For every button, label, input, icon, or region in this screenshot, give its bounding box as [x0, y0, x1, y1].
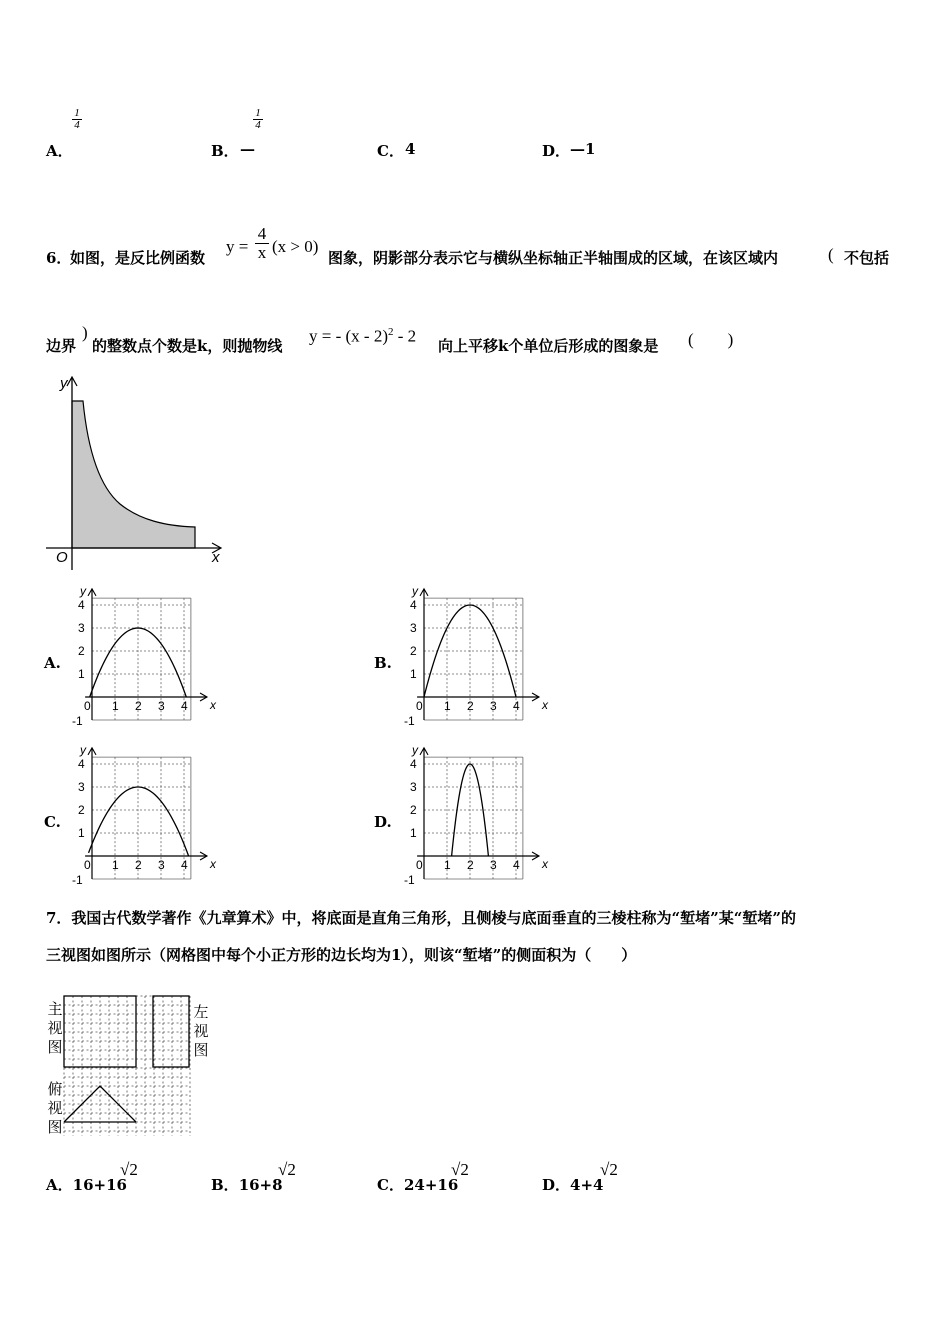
- q7-option-c-radical: √2: [451, 1160, 469, 1179]
- x-axis-label: x: [210, 698, 216, 712]
- x-tick-label: 4: [513, 858, 520, 872]
- parabola-part-a: y = - (x - 2): [309, 326, 388, 346]
- y-tick-label: 3: [78, 621, 85, 635]
- fraction-denominator: 4: [72, 119, 82, 131]
- x-axis-label: x: [212, 549, 220, 566]
- left-view-label: 左视图: [193, 1003, 209, 1059]
- q5-option-d-value: —1: [570, 140, 596, 158]
- q6-option-c[interactable]: [44, 741, 244, 891]
- q6-line2: [0, 318, 950, 358]
- parabola-exponent: 2: [387, 326, 394, 338]
- q7-option-b-radical: √2: [278, 1160, 296, 1179]
- fraction-numerator: 1: [74, 107, 80, 119]
- option-label: B．: [211, 1176, 239, 1194]
- main-view-label: 主视图: [47, 1000, 63, 1056]
- q6-option-b-label: B.: [374, 654, 392, 672]
- q7-option-d[interactable]: [542, 1174, 603, 1195]
- fraction-numerator: 1: [255, 107, 261, 119]
- y-tick-label: 2: [78, 644, 85, 658]
- q6-parabola: [309, 326, 416, 347]
- q6-text6: 向上平移k个单位后形成的图象是: [438, 337, 659, 355]
- fraction-denominator: 4: [253, 119, 263, 131]
- x-tick-label: 2: [135, 858, 142, 872]
- option-label: D．: [542, 1176, 571, 1194]
- x-tick-label: 3: [158, 699, 165, 713]
- x-axis-label: x: [542, 857, 548, 871]
- y-tick-label: 3: [410, 621, 417, 635]
- q7-option-a-radical: √2: [120, 1160, 138, 1179]
- parabola-part-b: - 2: [393, 326, 417, 346]
- x-axis-label: x: [210, 857, 216, 871]
- q7-options: [0, 1158, 950, 1198]
- option-value: 16+8: [238, 1176, 283, 1194]
- y-tick-label: -1: [404, 714, 415, 728]
- option-label: C．: [377, 1176, 404, 1194]
- y-tick-label: 4: [78, 757, 85, 771]
- y-tick-label: 4: [78, 598, 85, 612]
- x-tick-label: 2: [467, 699, 474, 713]
- q5-option-c-value: 4: [405, 140, 416, 158]
- x-tick-label: 2: [135, 699, 142, 713]
- q5-option-c-label: C．: [377, 142, 404, 160]
- q5-option-a-label: A．: [46, 142, 73, 160]
- y-tick-label: -1: [72, 873, 83, 887]
- x-tick-label: 0: [416, 699, 423, 713]
- x-tick-label: 3: [158, 858, 165, 872]
- y-tick-label: -1: [72, 714, 83, 728]
- q7-option-a[interactable]: [46, 1174, 127, 1195]
- q7-option-c[interactable]: [377, 1174, 458, 1195]
- q5-option-b-label: B．: [211, 142, 239, 160]
- q7-option-b[interactable]: [211, 1174, 283, 1195]
- x-tick-label: 1: [444, 858, 451, 872]
- q6-line1: [0, 225, 950, 275]
- q6-number: 6．: [46, 249, 72, 267]
- y-tick-label: 4: [410, 598, 417, 612]
- q6-function-y: y =: [226, 237, 249, 256]
- q5-option-a-fraction: [72, 108, 82, 131]
- x-tick-label: 0: [84, 699, 91, 713]
- y-tick-label: 1: [410, 826, 417, 840]
- q5-option-b-prefix: —: [240, 140, 255, 158]
- q6-hyperbola-figure: [40, 372, 240, 572]
- q6-option-a[interactable]: [44, 582, 244, 732]
- x-tick-label: 3: [490, 699, 497, 713]
- y-tick-label: 2: [410, 803, 417, 817]
- y-axis-label: y: [80, 583, 86, 598]
- y-tick-label: 1: [78, 826, 85, 840]
- q7-line2: 三视图如图所示（网格图中每个小正方形的边长均为1），则该“堑堵”的侧面积为（ ）: [46, 946, 637, 964]
- q7-line1: 7．我国古代数学著作《九章算术》中，将底面是直角三角形，且侧棱与底面垂直的三棱柱称为“堑堵”某“堑堵”的: [46, 909, 796, 927]
- q6-answer-paren: ( ): [688, 330, 734, 349]
- y-axis-label: y: [412, 742, 418, 757]
- q6-paren-open: (: [828, 245, 834, 264]
- q6-function-fraction: [255, 225, 269, 262]
- q6-option-d-label: D.: [374, 813, 392, 831]
- fraction-denominator: x: [255, 243, 269, 262]
- q6-text3: 不包括: [844, 249, 890, 267]
- y-tick-label: 2: [410, 644, 417, 658]
- q5-options: [0, 100, 950, 170]
- x-tick-label: 1: [112, 858, 119, 872]
- q6-option-b-graph: [404, 582, 584, 732]
- x-tick-label: 3: [490, 858, 497, 872]
- q7-option-d-radical: √2: [600, 1160, 618, 1179]
- q6-option-c-graph: [72, 741, 252, 891]
- x-tick-label: 4: [181, 858, 188, 872]
- fraction-numerator: 4: [257, 224, 267, 243]
- q6-function-condition: (x > 0): [272, 237, 319, 256]
- x-tick-label: 1: [112, 699, 119, 713]
- y-tick-label: 3: [78, 780, 85, 794]
- shaded-region: [72, 401, 195, 548]
- x-tick-label: 2: [467, 858, 474, 872]
- origin-label: O: [56, 549, 68, 566]
- q6-option-c-label: C.: [44, 813, 61, 831]
- y-tick-label: 1: [410, 667, 417, 681]
- q6-text4: 边界: [46, 337, 77, 355]
- q6-text1: 如图，是反比例函数: [70, 249, 206, 267]
- q6-option-a-graph: [72, 582, 252, 732]
- q6-text2: 图象，阴影部分表示它与横纵坐标轴正半轴围成的区域，在该区域内: [328, 249, 779, 267]
- y-axis-label: y: [80, 742, 86, 757]
- option-value: 16+16: [72, 1176, 127, 1194]
- left-view-rect: [153, 996, 189, 1067]
- option-value: 24+16: [403, 1176, 459, 1194]
- q6-option-b[interactable]: [374, 582, 574, 732]
- option-value: 4+4: [570, 1176, 604, 1194]
- y-tick-label: 3: [410, 780, 417, 794]
- top-view-label: 俯视图: [47, 1080, 63, 1136]
- q6-paren-close: ): [82, 323, 88, 342]
- x-tick-label: 4: [513, 699, 520, 713]
- q6-text5: 的整数点个数是k，则抛物线: [92, 337, 283, 355]
- y-tick-label: 1: [78, 667, 85, 681]
- q5-option-b-fraction: [253, 108, 263, 131]
- q6-option-a-label: A.: [44, 654, 61, 672]
- q6-option-d-graph: [404, 741, 584, 891]
- parabola-curve: [89, 787, 189, 856]
- option-label: A．: [46, 1176, 73, 1194]
- y-tick-label: -1: [404, 873, 415, 887]
- x-tick-label: 0: [84, 858, 91, 872]
- x-tick-label: 1: [444, 699, 451, 713]
- y-tick-label: 2: [78, 803, 85, 817]
- x-tick-label: 0: [416, 858, 423, 872]
- y-axis-label: y: [412, 583, 418, 598]
- q6-option-d[interactable]: [374, 741, 574, 891]
- x-axis-label: x: [542, 698, 548, 712]
- x-tick-label: 4: [181, 699, 188, 713]
- q5-option-d-label: D．: [542, 142, 571, 160]
- y-axis-label: y: [60, 375, 68, 392]
- q7-three-view-grid: [62, 988, 192, 1138]
- y-tick-label: 4: [410, 757, 417, 771]
